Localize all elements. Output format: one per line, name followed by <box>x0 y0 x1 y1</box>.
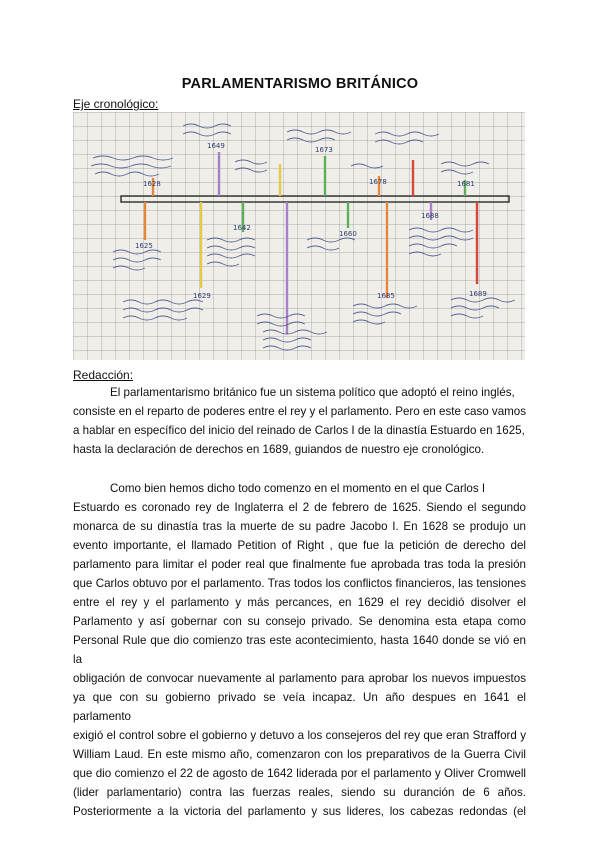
redaccion-heading: Redacción: <box>73 368 134 382</box>
text-line: Parlamento y así gobernar con su consejo privado. Se denomina esta etapa como <box>73 615 526 628</box>
year-label: 1642 <box>233 224 251 232</box>
year-label: 1689 <box>469 290 487 298</box>
year-label: 1681 <box>457 180 475 188</box>
text-line: evento importante, el llamado Petition of Right , que fue la petición de derecho del <box>73 539 526 552</box>
text-line: El parlamentarismo británico fue un sistema político que adoptó el reino inglés, <box>110 386 515 399</box>
year-label: 1649 <box>207 142 225 150</box>
paragraph-intro <box>73 383 526 459</box>
page-title: PARLAMENTARISMO BRITÁNICO <box>181 76 419 92</box>
text-line: hasta la declaración de derechos en 1689, guiandos de nuestro eje cronológico. <box>73 443 485 456</box>
text-line: a hablar en específico del inicio del reinado de Carlos I de la dinastía Estuardo en 1625, <box>73 424 525 437</box>
text-line: Posteriormente a la victoria del parlamento y sus lideres, los cabezas redondas (el <box>73 805 526 818</box>
text-line: entre el rey y el parlamento y más percances, en 1629 el rey decidió disolver el <box>73 596 526 609</box>
text-line: Personal Rule que dio comienzo tras este acontecimiento, hasta 1640 donde se vió en la <box>73 634 526 666</box>
text-line: consiste en el reparto de poderes entre el rey y el parlamento. Pero en este caso vamos <box>73 405 527 418</box>
year-label: 1660 <box>339 230 357 238</box>
year-label: 1685 <box>377 292 395 300</box>
text-line: exigió el control sobre el gobierno y detuvo a los consejeros del rey que eran Strafford y <box>73 729 526 742</box>
text-line: William Laud. En este mismo año, comenzaron con los preparativos de la Guerra Civil <box>73 748 526 761</box>
year-label: 1688 <box>421 212 439 220</box>
text-line: que Carlos obtuvo por el parlamento. Tras todos los conflictos financieros, las tensiones <box>73 577 526 590</box>
text-line: (lider parlamentario) contra las fuerzas reales, siendo su duranción de 6 años. <box>73 786 526 799</box>
year-label: 1673 <box>315 146 333 154</box>
year-label: 1628 <box>143 180 161 188</box>
text-line: que dio comienzo el 22 de agosto de 1642 liderada por el parlamento y Oliver Cromwell <box>73 767 526 780</box>
year-label: 1629 <box>193 292 211 300</box>
timeline-heading: Eje cronológico: <box>73 97 159 111</box>
year-label: 1625 <box>135 242 153 250</box>
text-line: obligación de convocar nuevamente al parlamento para aprobar los nuevos impuestos <box>73 672 526 685</box>
text-line: ya que con su gobierno privado se veía incapaz. Un año despues en 1641 el parlamento <box>73 691 526 723</box>
paragraph-body <box>73 479 526 821</box>
timeline-drawing <box>73 112 525 360</box>
year-label: 1678 <box>369 178 387 186</box>
text-line: parlamento para limitar el poder real que finalmente fue aprobada tras toda la presión <box>73 558 526 571</box>
text-line: Estuardo es coronado rey de Inglaterra el 2 de febrero de 1625. Siendo el segundo <box>73 501 526 514</box>
text-line: monarca de su dinastía tras la muerte de su padre Jacobo I. En 1628 se produjo un <box>73 520 526 533</box>
timeline-axis <box>121 196 509 202</box>
handwritten-notes <box>91 124 515 350</box>
text-line: Como bien hemos dicho todo comenzo en el momento en el que Carlos I <box>110 482 486 495</box>
timeline-photo <box>73 112 525 360</box>
